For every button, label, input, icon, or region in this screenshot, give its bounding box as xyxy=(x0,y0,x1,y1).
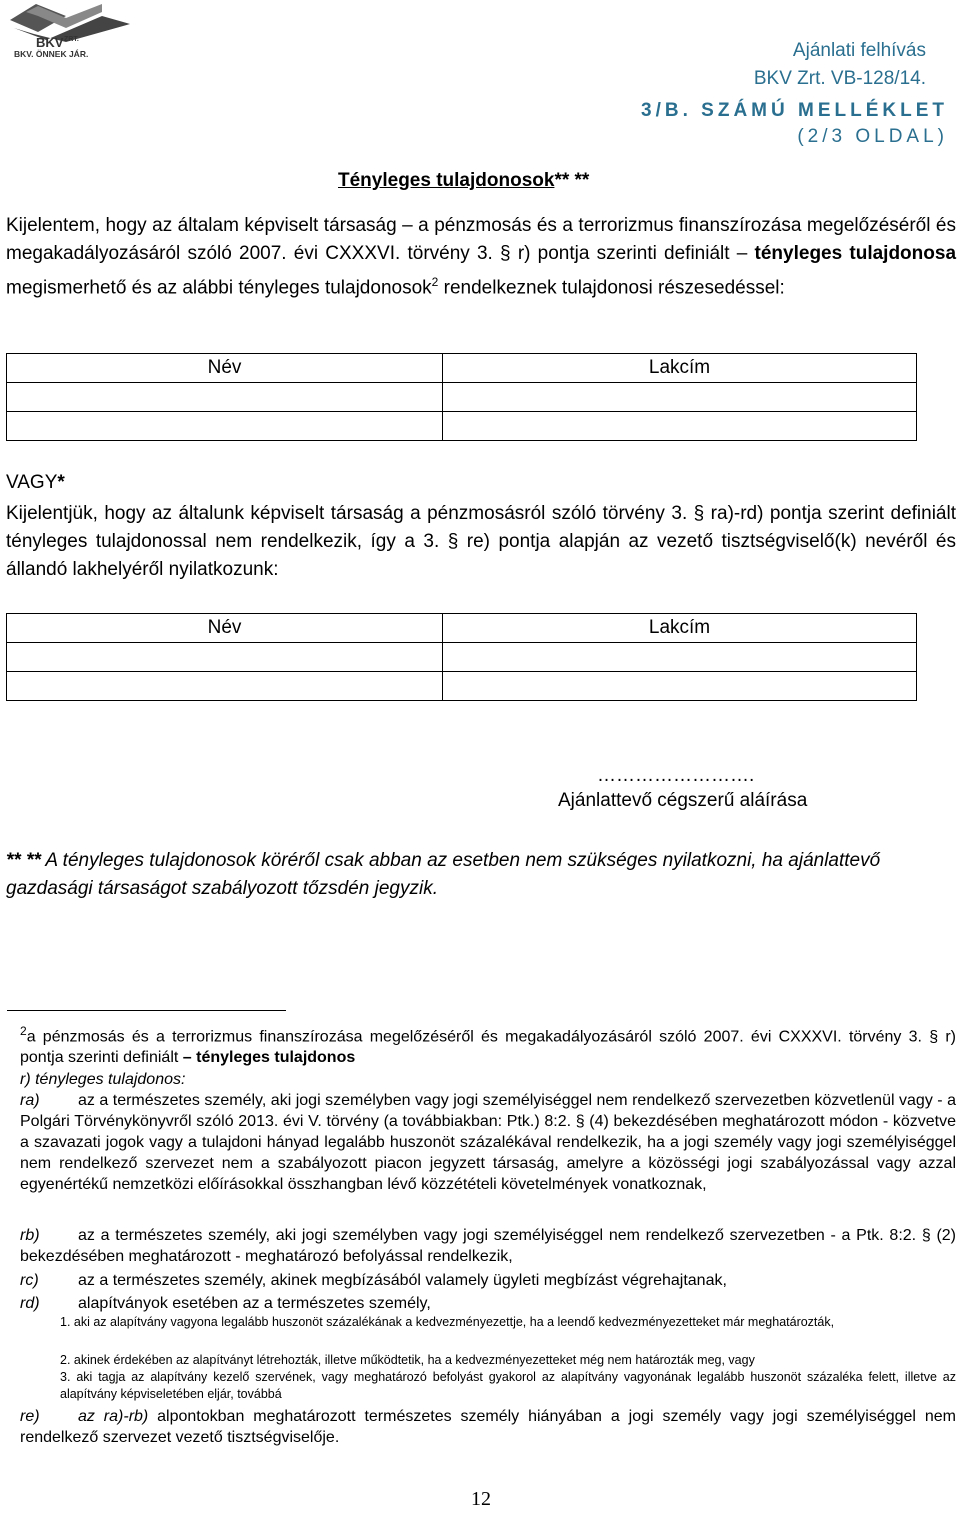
footnote-number: 2 xyxy=(20,1024,27,1038)
officers-cell[interactable] xyxy=(7,643,443,672)
rc-text: az a természetes személy, akinek megbízásából valamely ügyleti megbízást végrehajtanak, xyxy=(78,1272,727,1289)
ra-text: az a természetes személy, aki jogi személyben vagy jogi személyiséggel nem rendelkező szervezetben közvetlenül vagy - a Polgári Törvénykönyvről szóló 2013. évi V. törvény (a továbbiakban: Ptk.) 8:2. § (4) bekezdésében meghatározott módon - közvetve a szavazati jogok vagy a tulajdoni hányad legalább huszonöt százalékával rendelkezik, ha a jogi személy vagy jogi személyiséggel nem rendelkező szervezet nem a szabályozott piacon jegyzett társaság, amelyre a közösségi jogi szabályozással vagy azzal egyenértékű nemzetközi előírásokkal összhangban lévő közzétételi követelmények vonatkoznak, xyxy=(20,1092,956,1193)
footnote-rd-1: 1. aki az alapítvány vagyona legalább huszonöt százalékának a kedvezményezettje, ha a leendő kedvezményezetteket már meghatározták, xyxy=(60,1315,835,1329)
rd-tag: rd) xyxy=(20,1295,40,1312)
officers-cell[interactable] xyxy=(443,643,917,672)
page-number: 12 xyxy=(471,1488,491,1510)
footnote-intro xyxy=(20,1021,956,1068)
section-title-text: Tényleges tulajdonosok xyxy=(338,170,555,191)
section-title-stars: ** ** xyxy=(554,170,590,191)
owners-cell[interactable] xyxy=(7,412,443,441)
owners-col-name: Név xyxy=(7,354,443,383)
signature-line: ……………………. xyxy=(597,765,755,786)
rc-tag: rc) xyxy=(20,1272,39,1289)
rb-text: az a természetes személy, aki jogi személyben vagy jogi személyiséggel nem rendelkező szervezetben - a Ptk. 8:2. § (2) bekezdésében meghatározott - meghatározó befolyással rendelkezik, xyxy=(20,1227,956,1265)
officers-col-address: Lakcím xyxy=(443,614,917,643)
intro-text-2: megismerhető és az alábbi tényleges tulajdonosok xyxy=(6,277,432,299)
owners-col-address: Lakcím xyxy=(443,354,917,383)
note-text: A tényleges tulajdonosok köréről csak abban az esetben nem szükséges nyilatkozni, ha ajánlattevő gazdasági társaságot szabályozott tőzsdén jegyzik. xyxy=(6,850,881,899)
section-title xyxy=(338,170,589,192)
intro-text-1: Kijelentem, hogy az általam képviselt társaság – a pénzmosás és a terrorizmus finanszírozása megelőzéséről és megakadályozásáról szóló 2007. évi CXXXVI. törvény 3. § r) pontja szerinti definiált – xyxy=(6,215,956,264)
footnote-rd-2: 2. akinek érdekében az alapítványt létrehozták, illetve működtetik, ha a kedvezményezetteket még nem határozták meg, vagy xyxy=(60,1353,755,1367)
footnote-rc xyxy=(20,1270,956,1291)
re-ref: az ra)-rb) xyxy=(78,1408,149,1425)
owners-cell[interactable] xyxy=(443,383,917,412)
footnote-separator xyxy=(7,1010,286,1011)
officers-cell[interactable] xyxy=(7,672,443,701)
footnote-rb xyxy=(20,1225,956,1267)
logo-brand: BKV xyxy=(36,35,64,50)
footnote-ra xyxy=(20,1090,956,1195)
officers-col-name: Név xyxy=(7,614,443,643)
or-text: VAGY xyxy=(6,472,58,493)
or-label xyxy=(6,472,65,494)
signature-label: Ajánlattevő cégszerű aláírása xyxy=(558,790,808,811)
annex-page: (2/3 OLDAL) xyxy=(797,126,948,147)
footnote-re xyxy=(20,1406,956,1448)
or-star: * xyxy=(57,472,65,493)
footnote-intro-text: a pénzmosás és a terrorizmus finanszírozása megelőzéséről és megakadályozásáról szóló 2007. évi CXXXVI. törvény 3. § r) pontja szerinti definiált xyxy=(20,1028,956,1067)
owners-cell[interactable] xyxy=(443,412,917,441)
footnote-rd-3: 3. aki tagja az alapítvány kezelő szervének, vagy meghatározó befolyást gyakorol az alapítvány vagyonának legalább huszonöt százaléka felett, illetve az alapítvány képviseletében eljár, továbbá xyxy=(60,1370,956,1401)
intro-text-3: rendelkeznek tulajdonosi részesedéssel: xyxy=(438,277,785,299)
owners-cell[interactable] xyxy=(7,383,443,412)
header-line-1: Ajánlati felhívás xyxy=(792,40,926,61)
annex-heading xyxy=(641,98,948,150)
intro-bold: tényleges tulajdonosa xyxy=(754,243,957,264)
rb-tag: rb) xyxy=(20,1227,40,1244)
footnote-intro-bold: – tényleges tulajdonos xyxy=(182,1049,356,1067)
rd-text: alapítványok esetében az a természetes személy, xyxy=(78,1295,431,1312)
note-stars: ** ** xyxy=(6,850,41,871)
re-text: alpontokban meghatározott természetes személy hiányában a jogi személy vagy jogi személyiséggel nem rendelkező szervezet vezető tisztségviselője. xyxy=(20,1408,957,1446)
footnote-rd xyxy=(20,1293,956,1314)
annex-title: 3/B. SZÁMÚ MELLÉKLET xyxy=(641,100,948,121)
stock-exchange-note xyxy=(6,847,946,903)
owners-table xyxy=(6,353,917,441)
officers-cell[interactable] xyxy=(443,672,917,701)
ra-tag: ra) xyxy=(20,1092,40,1109)
logo-suffix: ZRT. xyxy=(64,36,79,43)
header-line-2: BKV Zrt. VB-128/14. xyxy=(753,68,926,89)
officers-table xyxy=(6,613,917,701)
bkv-logo xyxy=(6,2,134,60)
declaration-paragraph: Kijelentjük, hogy az általunk képviselt társaság a pénzmosásról szóló törvény 3. § ra)-rd) pontja szerint definiált tényleges tulajdonossal nem rendelkezik, így a 3. § re) pontja alapján az vezető tisztségviselő(k) nevéről és állandó lakhelyéről nyilatkozunk: xyxy=(6,503,956,580)
footnote-r-head: r) tényleges tulajdonos: xyxy=(20,1071,186,1088)
logo-slogan: BKV. ÖNNEK JÁR. xyxy=(14,49,89,59)
intro-paragraph xyxy=(6,212,956,302)
footnote-ref: 2 xyxy=(431,275,439,289)
re-tag: re) xyxy=(20,1408,40,1425)
